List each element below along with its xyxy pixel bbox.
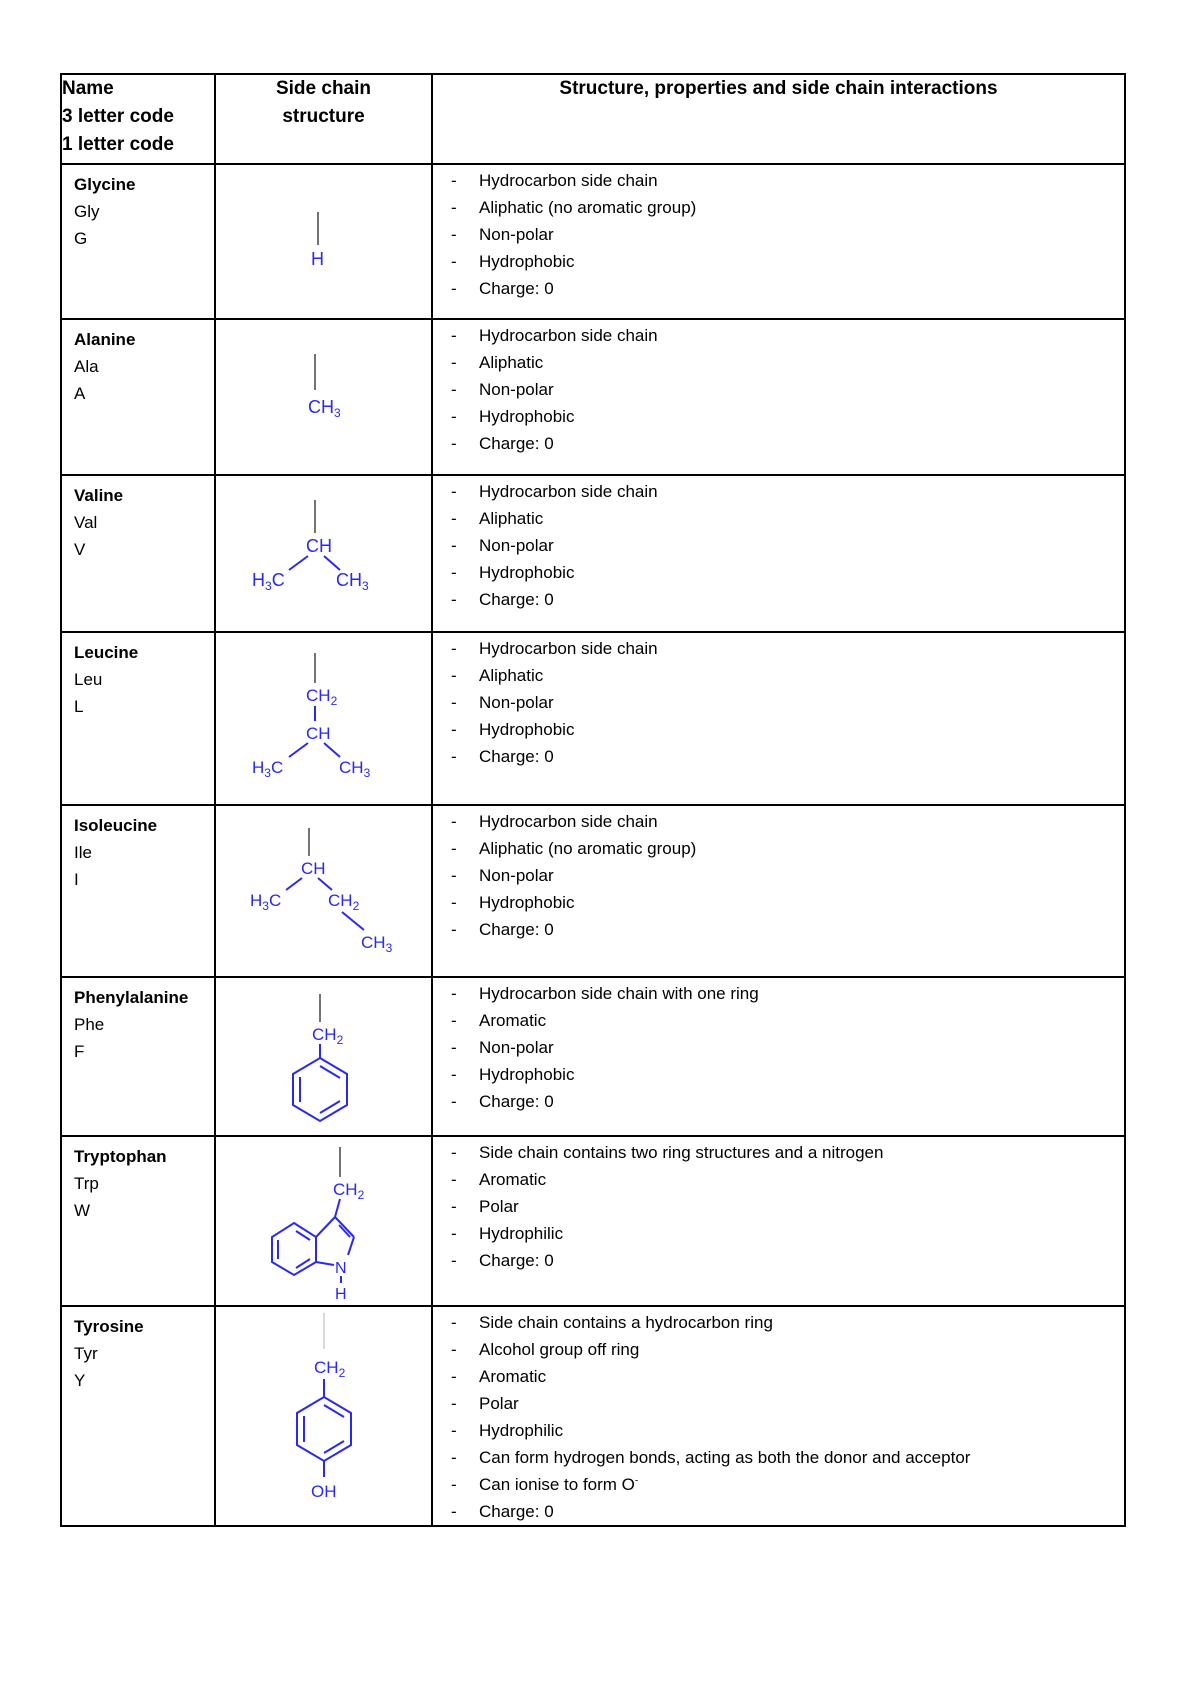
atom-label: H (311, 249, 324, 269)
aa-code1: Y (74, 1371, 86, 1390)
bond (286, 878, 302, 890)
atom-label: CH (301, 859, 326, 878)
aa-code3: Ala (74, 357, 99, 376)
aa-code3: Gly (74, 202, 100, 221)
atom-label: $H_3C$ (252, 758, 284, 780)
table-row-alanine (61, 319, 1125, 475)
aa-code3: Tyr (74, 1344, 98, 1363)
bond (316, 1262, 334, 1265)
bond (289, 556, 308, 570)
aa-code3: Val (74, 513, 98, 532)
aa-name: Alanine (74, 330, 136, 349)
header-structure (215, 74, 432, 164)
bond (335, 1217, 354, 1237)
structure-cell (215, 977, 432, 1136)
header-code3: 3 letter code (62, 106, 174, 127)
bond (324, 556, 340, 570)
property-item: - Alcohol group off ring (479, 1336, 1124, 1363)
property-item: - Aliphatic (no aromatic group) (479, 835, 1124, 862)
bond (335, 1199, 340, 1217)
structure-cell (215, 805, 432, 977)
table-row-isoleucine (61, 805, 1125, 977)
alanine-structure (216, 320, 433, 470)
property-item: - Hydrophilic (479, 1417, 1124, 1444)
table-row-phenylalanine (61, 977, 1125, 1136)
table-row-valine (61, 475, 1125, 632)
property-item: - Hydrophobic (479, 403, 1124, 430)
property-item: - Hydrocarbon side chain (479, 478, 1124, 505)
structure-cell (215, 319, 432, 475)
atom-label: $CH_3$ (308, 397, 341, 420)
property-item: - Charge: 0 (479, 743, 1124, 770)
leucine-structure (216, 633, 433, 803)
aa-name: Isoleucine (74, 816, 158, 835)
header-code1: 1 letter code (62, 134, 174, 155)
aa-name: Valine (74, 486, 124, 505)
atom-label: $CH_3$ (339, 758, 371, 780)
property-item: - Non-polar (479, 689, 1124, 716)
property-item: - Charge: 0 (479, 1088, 1124, 1115)
property-item: - Hydrocarbon side chain (479, 167, 1124, 194)
aa-code3: Trp (74, 1174, 99, 1193)
aa-code1: G (74, 229, 88, 248)
aa-code1: V (74, 540, 86, 559)
properties-cell (432, 319, 1125, 475)
benzene-ring (293, 1058, 347, 1121)
properties-cell (432, 632, 1125, 805)
property-item: - Charge: 0 (479, 430, 1124, 457)
phenylalanine-structure (216, 978, 433, 1133)
properties-cell (432, 475, 1125, 632)
aa-code3: Leu (74, 670, 103, 689)
aa-code1: W (74, 1201, 91, 1220)
property-item: - Hydrophobic (479, 1061, 1124, 1088)
table-row-tyrosine (61, 1306, 1125, 1526)
header-name: Name (62, 78, 114, 99)
header-properties: Structure, properties and side chain interactions (432, 74, 1125, 164)
aa-code3: Ile (74, 843, 92, 862)
atom-label: $CH_2$ (328, 891, 360, 913)
property-item: - Aliphatic (479, 349, 1124, 376)
table-row-glycine (61, 164, 1125, 319)
header-structure-label: Side chain structure (275, 78, 372, 127)
property-item: - Non-polar (479, 862, 1124, 889)
property-item: - Hydrophilic (479, 1220, 1124, 1247)
property-item: - Non-polar (479, 532, 1124, 559)
structure-cell (215, 632, 432, 805)
structure-cell (215, 164, 432, 319)
name-cell (61, 1306, 215, 1526)
property-item: - Polar (479, 1390, 1124, 1417)
property-item: - Aromatic (479, 1363, 1124, 1390)
atom-label: CH (306, 724, 331, 743)
property-item: - Side chain contains two ring structures and a nitrogen (479, 1139, 1124, 1166)
property-item: - Hydrophobic (479, 716, 1124, 743)
aa-code1: F (74, 1042, 85, 1061)
property-item: - Charge: 0 (479, 586, 1124, 613)
glycine-structure (216, 165, 433, 315)
property-item: - Hydrocarbon side chain (479, 635, 1124, 662)
property-item: - Non-polar (479, 221, 1124, 248)
property-item: - Aromatic (479, 1166, 1124, 1193)
properties-cell (432, 1306, 1125, 1526)
property-item: - Aromatic (479, 1007, 1124, 1034)
header-name-cell (61, 74, 215, 164)
atom-label: OH (311, 1482, 337, 1501)
bond (316, 1217, 335, 1237)
property-item: - Side chain contains a hydrocarbon ring (479, 1309, 1124, 1336)
property-item (479, 1471, 1124, 1498)
bond (342, 912, 364, 930)
property-item: - Aliphatic (479, 662, 1124, 689)
atom-label: $CH_2$ (312, 1025, 344, 1047)
aa-name: Tyrosine (74, 1317, 144, 1336)
property-item: - Hydrocarbon side chain (479, 808, 1124, 835)
atom-label: $CH_3$ (336, 570, 369, 593)
atom-label: $CH_2$ (306, 686, 338, 708)
aa-name: Tryptophan (74, 1147, 167, 1166)
atom-label: $CH_3$ (361, 933, 393, 955)
structure-cell (215, 1136, 432, 1306)
properties-cell (432, 1136, 1125, 1306)
properties-cell (432, 164, 1125, 319)
bond (289, 743, 308, 757)
property-item: - Charge: 0 (479, 1247, 1124, 1274)
aa-code1: A (74, 384, 86, 403)
structure-cell (215, 1306, 432, 1526)
name-cell (61, 632, 215, 805)
aa-name: Glycine (74, 175, 136, 194)
structure-cell (215, 475, 432, 632)
aa-name: Phenylalanine (74, 988, 189, 1007)
property-item: - Hydrophobic (479, 889, 1124, 916)
amino-acid-table (60, 73, 1126, 1527)
atom-label: N (335, 1260, 347, 1277)
property-item: - Charge: 0 (479, 916, 1124, 943)
property-text: Can ionise to form O (479, 1475, 635, 1494)
isoleucine-structure (216, 806, 433, 976)
tyrosine-structure (216, 1307, 433, 1522)
atom-label: $CH_2$ (333, 1180, 365, 1202)
atom-label: $CH_2$ (314, 1358, 346, 1380)
property-item: - Non-polar (479, 1034, 1124, 1061)
bond (318, 878, 332, 890)
atom-label: $H_3C$ (252, 570, 285, 593)
table-row-leucine (61, 632, 1125, 805)
atom-label: CH (306, 536, 332, 556)
name-cell (61, 805, 215, 977)
property-item: - Hydrocarbon side chain with one ring (479, 980, 1124, 1007)
aa-name: Leucine (74, 643, 139, 662)
property-item: - Charge: 0 (479, 275, 1124, 302)
aa-code1: I (74, 870, 79, 889)
aa-code3: Phe (74, 1015, 105, 1034)
bond (324, 743, 340, 757)
property-item: - Aliphatic (no aromatic group) (479, 194, 1124, 221)
properties-cell (432, 977, 1125, 1136)
property-item: - Hydrocarbon side chain (479, 322, 1124, 349)
property-item: - Aliphatic (479, 505, 1124, 532)
tryptophan-structure (216, 1137, 433, 1305)
name-cell (61, 977, 215, 1136)
property-item: - Polar (479, 1193, 1124, 1220)
benzene-ring (297, 1397, 351, 1461)
bond (348, 1237, 354, 1255)
atom-label: $H_3C$ (250, 891, 282, 913)
name-cell (61, 319, 215, 475)
properties-cell (432, 805, 1125, 977)
atom-label: H (335, 1286, 347, 1303)
table-header-row (61, 74, 1125, 164)
property-item: - Hydrophobic (479, 248, 1124, 275)
valine-structure (216, 476, 433, 626)
property-item: - Can form hydrogen bonds, acting as both the donor and acceptor (479, 1444, 1124, 1471)
property-item: - Non-polar (479, 376, 1124, 403)
charge-superscript: - (634, 1475, 639, 1487)
name-cell (61, 164, 215, 319)
property-item: - Hydrophobic (479, 559, 1124, 586)
property-item: - Charge: 0 (479, 1498, 1124, 1525)
aa-code1: L (74, 697, 84, 716)
name-cell (61, 475, 215, 632)
name-cell (61, 1136, 215, 1306)
table-row-tryptophan (61, 1136, 1125, 1306)
